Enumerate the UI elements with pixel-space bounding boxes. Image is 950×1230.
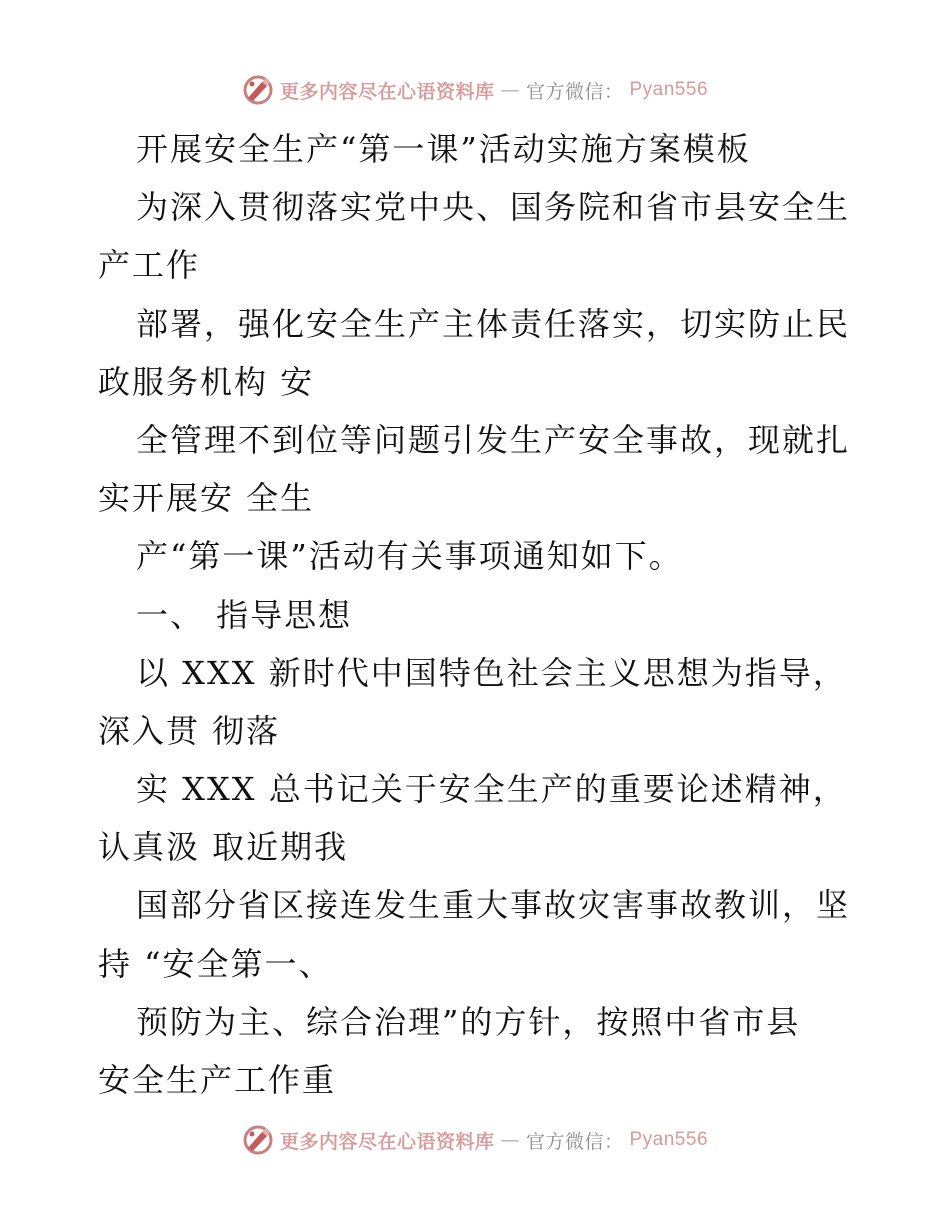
paragraph-line: 产工作: [98, 246, 201, 285]
paragraph-line: 预防为主、综合治理”的方针，按照中省市县: [136, 1002, 801, 1041]
footer-watermark: [0, 1120, 950, 1160]
paragraph-line: 实开展安 全生: [98, 479, 315, 518]
watermark-brand: 更多内容尽在心语资料库: [279, 80, 495, 103]
watermark-wechat-id: Pyan556: [629, 1129, 709, 1150]
paragraph-line: 为深入贯彻落实党中央、国务院和省市县安全生: [136, 188, 851, 227]
header-watermark: [0, 70, 950, 110]
watermark-wechat-id: Pyan556: [629, 79, 709, 100]
document-body: [98, 120, 858, 1109]
watermark-label: 官方微信：: [525, 1130, 624, 1153]
paragraph-line: 深入贯 彻落: [98, 711, 281, 750]
section-heading: 一、 指导思想: [136, 595, 353, 634]
paragraph-line: 持 “安全第一、: [98, 944, 333, 983]
paragraph-line: 安全生产工作重: [98, 1061, 337, 1099]
watermark-dash: —: [500, 1129, 520, 1151]
paragraph-line: 实 XXX 总书记关于安全生产的重要论述精神，: [136, 770, 847, 809]
document-title: 开展安全生产“第一课”活动实施方案模板: [136, 130, 751, 168]
paragraph-line: 产“第一课”活动有关事项通知如下。: [136, 537, 683, 576]
pen-logo-icon: [242, 1124, 274, 1156]
watermark-dash: —: [500, 79, 520, 101]
paragraph-line: 政服务机构 安: [98, 362, 315, 401]
paragraph-line: 以 XXX 新时代中国特色社会主义思想为指导，: [136, 653, 847, 692]
watermark-brand: 更多内容尽在心语资料库: [279, 1130, 495, 1153]
paragraph-line: 国部分省区接连发生重大事故灾害事故教训，坚: [136, 886, 851, 925]
paragraph-line: 认真汲 取近期我: [98, 828, 349, 867]
paragraph-line: 全管理不到位等问题引发生产安全事故，现就扎: [136, 420, 851, 459]
watermark-label: 官方微信：: [525, 80, 624, 103]
paragraph-line: 部署，强化安全生产主体责任落实，切实防止民: [136, 304, 851, 343]
pen-logo-icon: [242, 74, 274, 106]
